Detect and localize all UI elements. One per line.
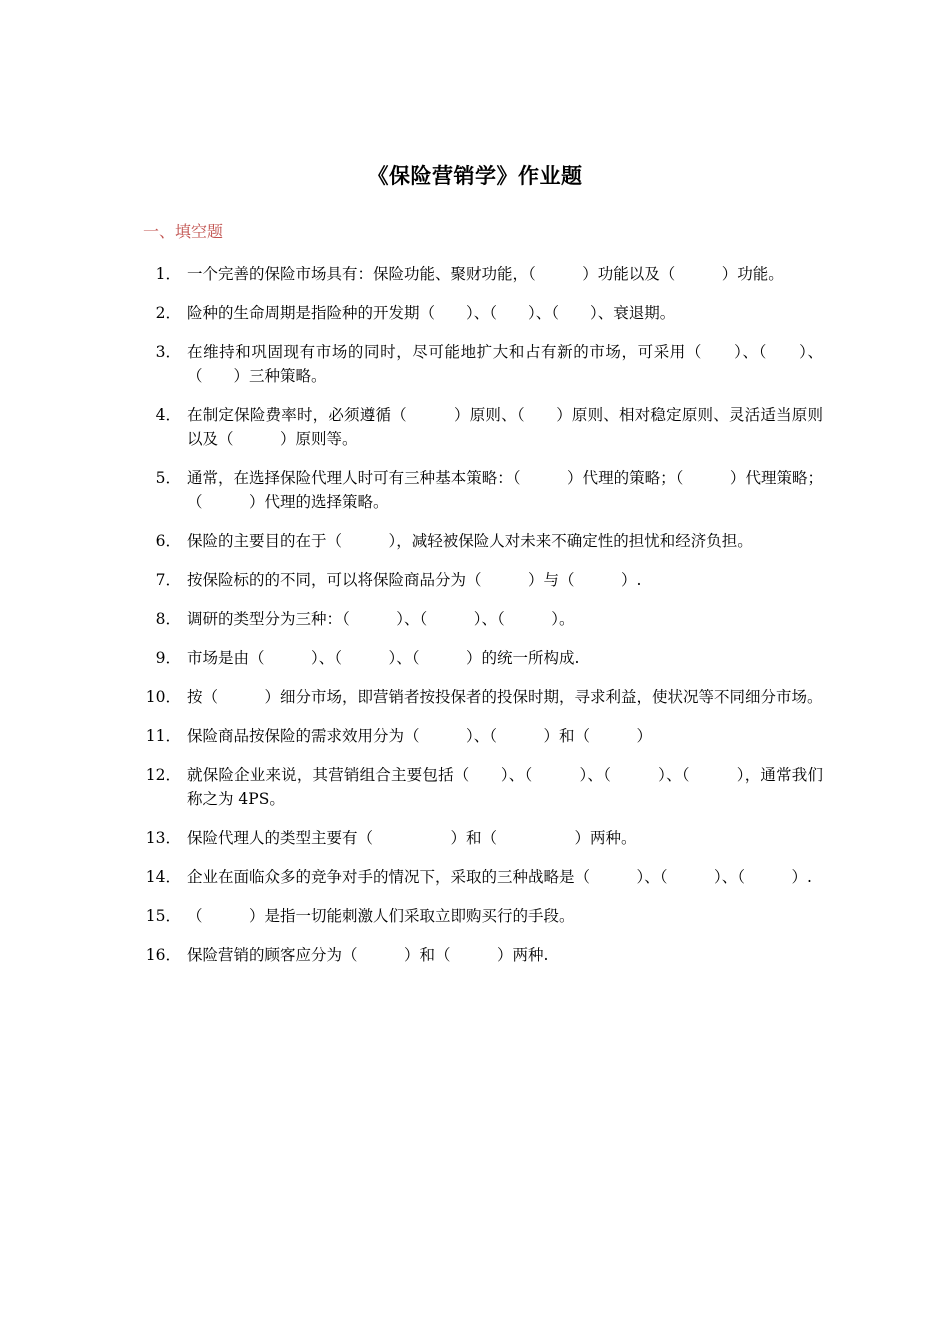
section-heading-fill-in-the-blank: 一、填空题 <box>143 222 224 241</box>
list-item <box>143 301 823 325</box>
item-number: 9． <box>155 649 181 668</box>
list-item <box>143 340 823 388</box>
item-number: 12． <box>145 766 181 785</box>
item-text: 按保险标的的不同，可以将保险商品分为（ ）与（ ）. <box>187 571 642 590</box>
item-number: 16． <box>145 946 181 965</box>
list-item <box>143 865 823 889</box>
item-number: 4． <box>155 406 181 425</box>
item-text: 在维持和巩固现有市场的同时，尽可能地扩大和占有新的市场，可采用（ ）、（ ）、（ ）三种策略。 <box>187 343 823 386</box>
list-item <box>143 904 823 928</box>
item-text: （ ）是指一切能刺激人们采取立即购买行的手段。 <box>187 907 575 926</box>
item-text: 保险营销的顾客应分为（ ）和（ ）两种. <box>187 946 549 965</box>
item-number: 7． <box>155 571 181 590</box>
item-text: 通常，在选择保险代理人时可有三种基本策略：（ ）代理的策略；（ ）代理策略；（ ）代理的选择策略。 <box>187 469 823 512</box>
item-text: 按（ ）细分市场，即营销者按投保者的投保时期，寻求利益，使状况等不同细分市场。 <box>187 688 823 707</box>
item-number: 5． <box>155 469 181 488</box>
list-item <box>143 724 823 748</box>
list-item <box>143 763 823 811</box>
item-text: 保险商品按保险的需求效用分为（ ）、（ ）和（ ） <box>187 727 653 746</box>
list-item <box>143 943 823 967</box>
item-text: 一个完善的保险市场具有：保险功能、聚财功能，（ ）功能以及（ ）功能。 <box>187 265 784 283</box>
item-number: 11． <box>145 727 181 746</box>
list-item <box>143 466 823 514</box>
item-number: 14． <box>145 868 181 887</box>
list-item <box>143 826 823 850</box>
item-number: 15． <box>145 907 181 926</box>
item-number: 10． <box>145 688 181 707</box>
item-number: 13． <box>145 829 181 848</box>
list-item <box>143 568 823 592</box>
item-text: 险种的生命周期是指险种的开发期（ ）、（ ）、（ ）、衰退期。 <box>187 304 676 323</box>
item-text: 就保险企业来说，其营销组合主要包括（ ）、（ ）、（ ）、（ ），通常我们称之为 4PS。 <box>187 766 823 809</box>
item-text: 在制定保险费率时，必须遵循（ ）原则、（ ）原则、相对稳定原则、灵活适当原则以及（ ）原则等。 <box>187 406 823 449</box>
list-item <box>143 646 823 670</box>
item-number: 3． <box>155 343 181 362</box>
list-item <box>143 403 823 451</box>
item-text: 市场是由（ ）、（ ）、（ ）的统一所构成. <box>187 649 580 668</box>
list-item <box>143 607 823 631</box>
item-text: 调研的类型分为三种：（ ）、（ ）、（ ）。 <box>187 610 575 629</box>
item-number: 2． <box>155 304 181 323</box>
list-item <box>143 685 823 709</box>
question-list <box>143 262 823 982</box>
item-number: 6． <box>155 532 181 551</box>
page-title: 《保险营销学》作业题 <box>367 164 583 188</box>
item-number: 1． <box>155 265 181 283</box>
list-item <box>143 529 823 553</box>
item-text: 企业在面临众多的竞争对手的情况下，采取的三种战略是（ ）、（ ）、（ ）. <box>187 868 812 887</box>
item-number: 8． <box>155 610 181 629</box>
item-text: 保险代理人的类型主要有（ ）和（ ）两种。 <box>187 829 637 848</box>
list-item <box>143 262 823 286</box>
item-text: 保险的主要目的在于（ ），减轻被保险人对未来不确定性的担忧和经济负担。 <box>187 532 753 551</box>
